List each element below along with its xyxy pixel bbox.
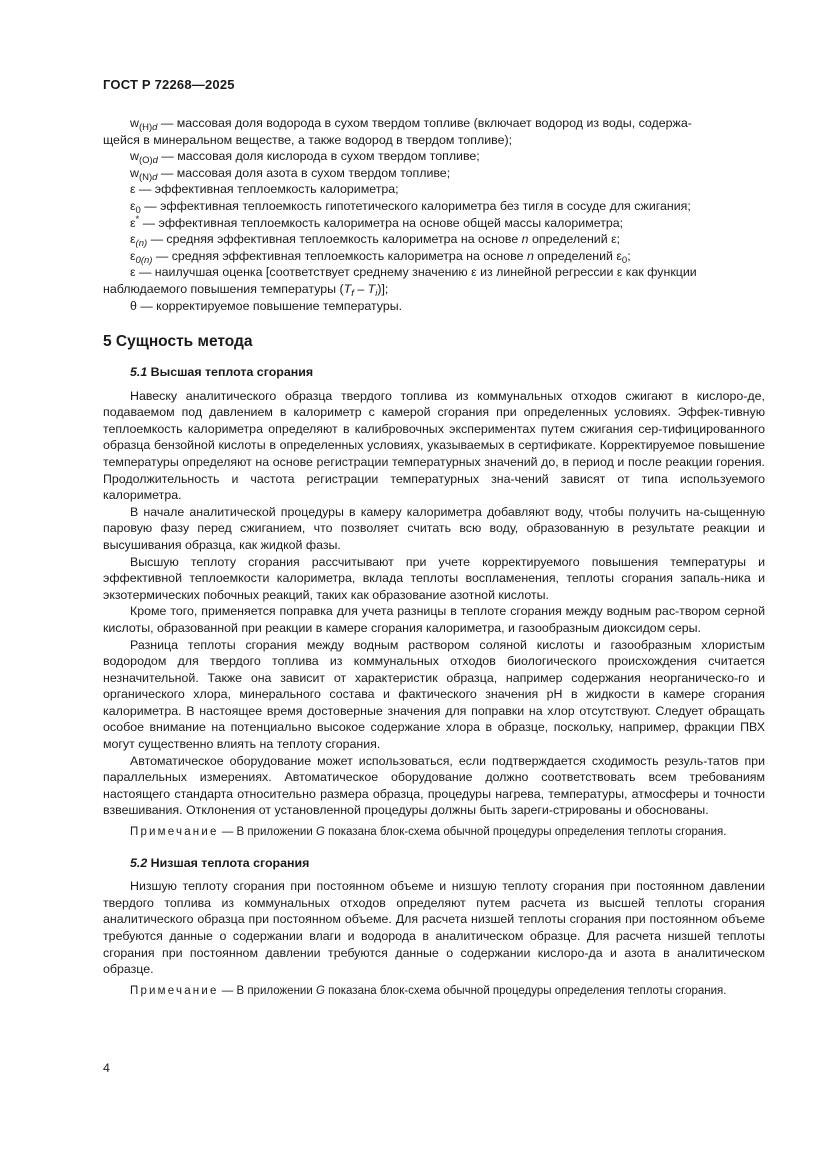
paragraph: Кроме того, применяется поправка для учета разницы в теплоте сгорания между водным рас-твором серной кислоты, образованной при реакции в камере сгорания калориметра, и газообразным диоксидом серы. [103,604,765,635]
definition-text: — эффективная теплоемкость гипотетического калориметра без тигля в сосуде для сжигания; [140,198,691,213]
paragraph: Автоматическое оборудование может использоваться, если подтверждается сходимость резуль-татов при параллельных измерениях. Автоматическое оборудование должно соответствовать всем требованиям настоящего стандарта относительно размера образца, процедуры нагрева, температуры, атмосферы и точности взвешивания. Отклонения от установленной процедуры должны быть зареги-стрированы и обоснованы. [103,753,765,818]
definition-text: — эффективная теплоемкость калориметра на основе общей массы калориметра; [139,215,624,230]
section-5-body [103,364,765,999]
definition-text: ; [627,248,631,263]
paragraph: Низшую теплоту сгорания при постоянном объеме и низшую теплоту сгорания при постоянном давлении твердого топлива из коммунальных отходов определяют путем расчета из высшей теплоты сгорания аналитического образца при постоянном объеме. Для расчета низшей теплоты сгорания при постоянном объеме требуются данные о содержании влаги и водорода в аналитическом образце. Для расчета низшей теплоты сгорания при постоянном давлении требуются данные о содержании кислоро-да и азота в аналитическом образце. [103,879,765,977]
note-label: Примечание [130,984,219,997]
symbol: ε [130,182,136,197]
section-heading: 5 Сущность метода [103,333,253,350]
definition-item [103,165,765,182]
page-number: 4 [103,1061,110,1075]
symbol: w [130,165,139,180]
definition-text: — эффективная теплоемкость калориметра; [135,182,399,197]
symbol: ε [130,265,136,280]
paragraph: Навеску аналитического образца твердого топлива из коммунальных отходов сжигают в кислоро-де, подаваемом под давлением в калориметр с камерой сгорания при определенных условиях. Эффек-тивную теплоемкость калориметра определяют в калибровочных экспериментах путем сжигания сер-тифицированного образца бензойной кислоты в определенных условиях, указываемых в сертификате. Корректируемое повышение температуры определяют на основе регистрации температурных значений до, в период и после реакции горения. Продолжительность и частота регистрации температурных зна-чений зависят от типа используемого калориметра. [103,388,765,503]
definition-item [103,181,765,198]
symbol: w [130,149,139,164]
symbol: w [130,116,139,130]
symbol-subscript: (O)d [138,155,158,167]
definition-item [103,264,765,281]
definition-text: — средняя эффективная теплоемкость калориметра на основе [152,248,527,263]
document-header: ГОСТ Р 72268—2025 [103,77,235,92]
definition-item [103,231,765,248]
definition-continuation: наблюдаемого повышения температуры $(T_f - T_i)$]; [103,281,389,299]
definition-text: — средняя эффективная теплоемкость калориметра на основе [147,232,522,247]
symbol: ε [130,215,136,230]
symbol: ε [130,198,136,213]
definition-item [103,115,765,132]
definition-text: определений ε [533,248,622,263]
definition-text: — массовая доля азота в сухом твердом топливе; [157,165,451,180]
symbol: ε [130,248,136,263]
symbol-subscript: 0(n) [135,254,153,266]
symbol-subscript: (H)d [138,122,158,133]
definition-item [103,248,765,265]
note: Примечание — В приложении G показана блок-схема обычной процедуры определения теплоты сгорания. [130,826,727,839]
definition-continuation: щейся в минеральном веществе, а также водород в твердом топливе); [103,132,513,147]
definition-text: — массовая доля кислорода в сухом твердом топливе; [157,149,480,164]
symbol-subscript: 0 [621,254,628,266]
symbol: θ [130,298,137,313]
variable-n: n [526,248,534,263]
variable-n: n [521,232,529,247]
paragraph: Разница теплоты сгорания между водным раствором соляной кислоты и газообразным хлористым водородом для твердого топлива из коммунальных отходов биологического происхождения считается незначительной. Также она зависит от характеристик образца, например содержания неорганическо-го и органического хлора, минерального состава и фактического значения pH в жидкости в камере сгорания калориметра. В настоящее время достоверные значения для поправки на хлор отсутствуют. Следует обращать особое внимание на потенциально высокое содержание хлора в образце, поскольку, например, фракции ПВХ могут существенно влиять на теплоту сгорания. [103,637,765,752]
paragraph: Высшую теплоту сгорания рассчитывают при учете корректируемого повышения температуры и эффективной теплоемкости калориметра, вклада теплоты воспламенения, теплоты сгорания запаль-ника и экзотермических побочных реакций, таких как образование азотной кислоты. [103,554,765,602]
definition-text: — наилучшая оценка [соответствует среднему значению ε из линейной регрессии ε как функции [135,265,697,280]
definition-text: — корректируемое повышение температуры. [136,298,403,313]
definition-item [103,198,765,215]
subsection-heading: 5.2 Низшая теплота сгорания [130,855,310,870]
paragraph: В начале аналитической процедуры в камеру калориметра добавляют воду, чтобы получить на-сыщенную паровую фазу перед сжиганием, что позволяет считать всю воду, образованную в результате реакции и высушивания образца, как жидкой фазы. [103,504,765,552]
symbol-subscript: (n) [135,238,148,250]
definition-item [103,215,765,232]
definitions-list [103,115,765,314]
definition-item [103,298,765,315]
definition-item [103,148,765,165]
symbol-subscript: 0 [135,204,141,216]
definition-text: определений ε; [528,232,621,247]
subsection-heading: 5.1 Высшая теплота сгорания [130,365,314,379]
definition-text: — массовая доля водорода в сухом твердом топливе (включает водород из воды, содержа- [157,116,692,130]
symbol-subscript: (N)d [138,171,158,183]
note-label: Примечание [130,826,219,839]
note: Примечание — В приложении G показана блок-схема обычной процедуры определения теплоты сгорания. [130,984,727,997]
symbol-superscript: * [135,213,140,225]
symbol: ε [130,232,136,247]
